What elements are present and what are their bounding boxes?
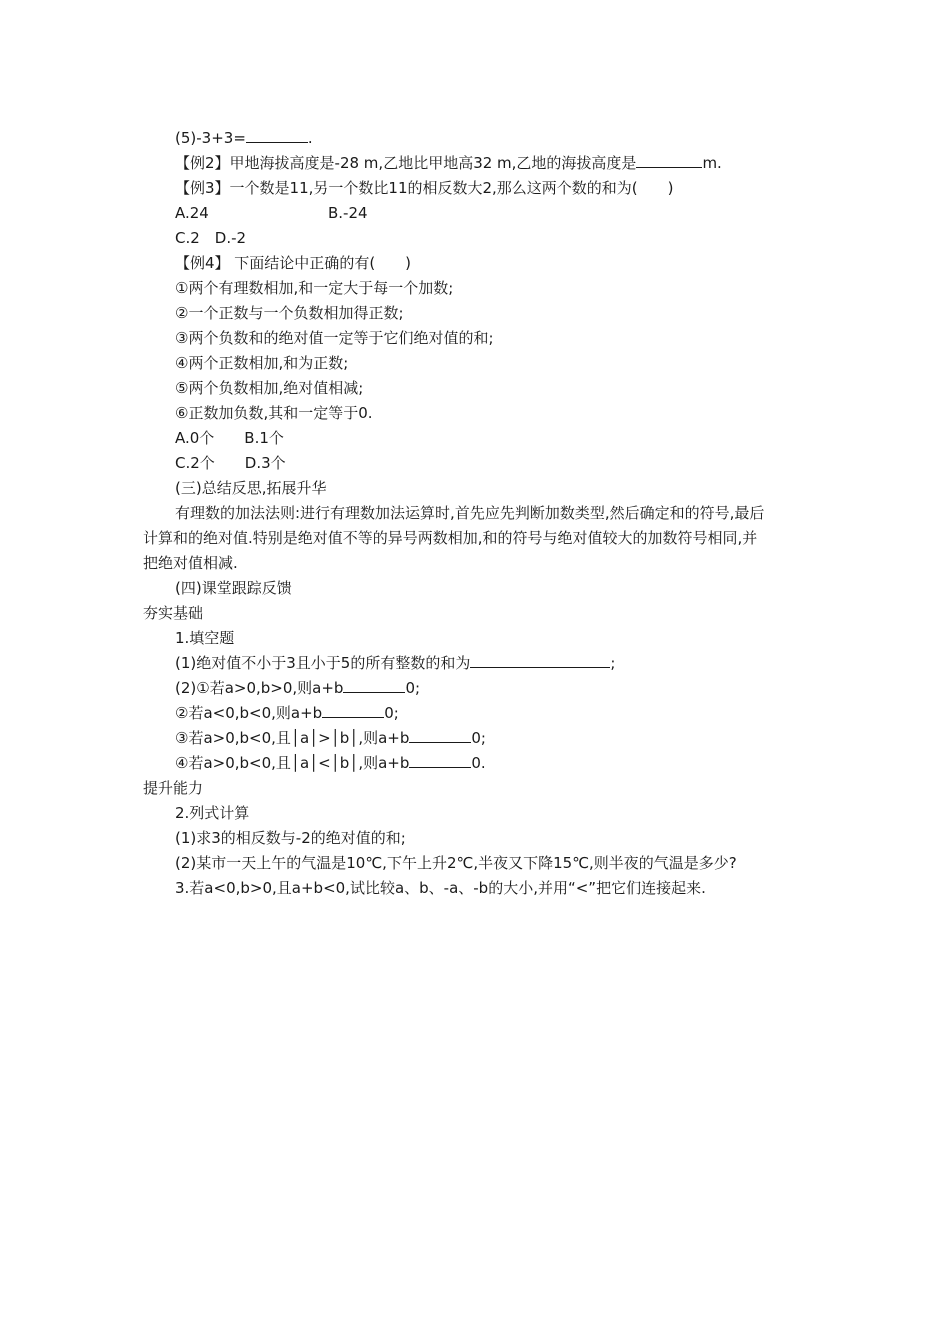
compare-question: 3.若a<0,b>0,且a+b<0,试比较a、b、-a、-b的大小,并用“<”把它们连接起来. bbox=[175, 879, 706, 897]
answer-blank bbox=[470, 653, 610, 668]
answer-blank bbox=[409, 753, 471, 768]
text: ④若a>0,b<0,且│a│<│b│,则a+b bbox=[175, 754, 410, 772]
options-cd-line: C.2 D.-2 bbox=[175, 229, 247, 247]
fill-blank-1 bbox=[175, 653, 615, 673]
answer-blank bbox=[246, 128, 308, 143]
text: 【例2】甲地海拔高度是-28 m,乙地比甲地高32 m,乙地的海拔高度是 bbox=[175, 154, 637, 172]
statement-1: ①两个有理数相加,和一定大于每一个加数; bbox=[175, 279, 454, 297]
example-4-line: 【例4】 下面结论中正确的有( ) bbox=[175, 254, 412, 272]
exercise-5-line bbox=[175, 128, 313, 148]
text: m. bbox=[702, 154, 722, 172]
answer-blank bbox=[322, 703, 384, 718]
text: . bbox=[307, 129, 313, 147]
subheading-improve: 提升能力 bbox=[143, 779, 204, 797]
rule-paragraph-line-1: 有理数的加法法则:进行有理数加法运算时,首先应先判断加数类型,然后确定和的符号,最后 bbox=[175, 504, 765, 522]
fill-blank-2-2 bbox=[175, 703, 399, 723]
fill-blank-2-1 bbox=[175, 678, 420, 698]
text: 0. bbox=[471, 754, 486, 772]
text: ③若a>0,b<0,且│a│>│b│,则a+b bbox=[175, 729, 410, 747]
statement-4: ④两个正数相加,和为正数; bbox=[175, 354, 349, 372]
section-heading-summary: (三)总结反思,拓展升华 bbox=[175, 479, 327, 497]
options-cd-line-2: C.2个 D.3个 bbox=[175, 454, 286, 472]
option-a-line: A.24 bbox=[175, 204, 209, 222]
options-ab-line: A.0个 B.1个 bbox=[175, 429, 284, 447]
rule-paragraph-line-2: 计算和的绝对值.特别是绝对值不等的异号两数相加,和的符号与绝对值较大的加数符号相同,并 bbox=[143, 529, 758, 547]
text: ; bbox=[610, 654, 616, 672]
text: (5)-3+3= bbox=[175, 129, 246, 147]
example-2-line bbox=[175, 153, 722, 173]
statement-6: ⑥正数加负数,其和一定等于0. bbox=[175, 404, 373, 422]
text: (2)①若a>0,b>0,则a+b bbox=[175, 679, 344, 697]
fill-blank-2-4 bbox=[175, 753, 486, 773]
fill-blank-2-3 bbox=[175, 728, 486, 748]
section-heading-feedback: (四)课堂跟踪反馈 bbox=[175, 579, 292, 597]
example-3-line: 【例3】一个数是11,另一个数比11的相反数大2,那么这两个数的和为( ) bbox=[175, 179, 674, 197]
answer-blank bbox=[343, 678, 405, 693]
answer-blank bbox=[636, 153, 702, 168]
text: ②若a<0,b<0,则a+b bbox=[175, 704, 323, 722]
option-b-line: B.-24 bbox=[328, 204, 368, 222]
text: 0; bbox=[405, 679, 421, 697]
calc-heading: 2.列式计算 bbox=[175, 804, 250, 822]
fill-blank-heading: 1.填空题 bbox=[175, 629, 235, 647]
text: 0; bbox=[384, 704, 399, 722]
calc-question-2: (2)某市一天上午的气温是10℃,下午上升2℃,半夜又下降15℃,则半夜的气温是多少? bbox=[175, 854, 737, 872]
rule-paragraph-line-3: 把绝对值相减. bbox=[143, 554, 238, 572]
statement-5: ⑤两个负数相加,绝对值相减; bbox=[175, 379, 364, 397]
text: (1)绝对值不小于3且小于5的所有整数的和为 bbox=[175, 654, 471, 672]
answer-blank bbox=[409, 728, 471, 743]
subheading-basics: 夯实基础 bbox=[143, 604, 204, 622]
statement-3: ③两个负数和的绝对值一定等于它们绝对值的和; bbox=[175, 329, 494, 347]
text: 0; bbox=[471, 729, 486, 747]
statement-2: ②一个正数与一个负数相加得正数; bbox=[175, 304, 404, 322]
calc-question-1: (1)求3的相反数与-2的绝对值的和; bbox=[175, 829, 406, 847]
